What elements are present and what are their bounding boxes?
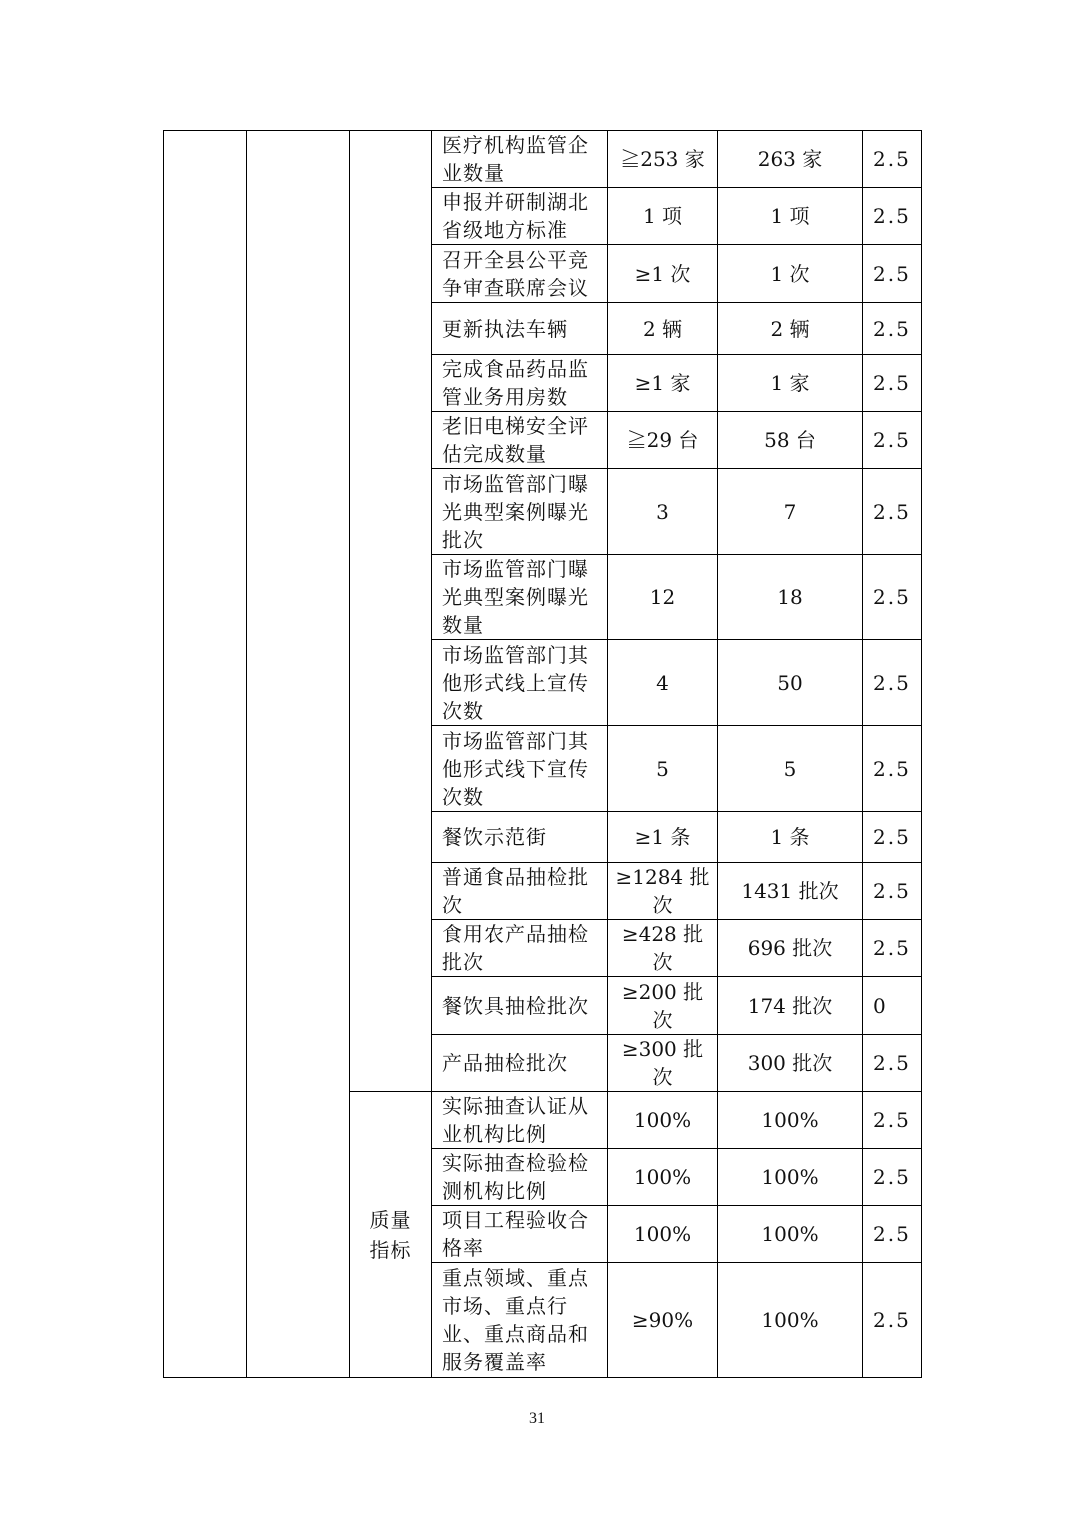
quantity-indicator-group-cell: [350, 131, 432, 1092]
score-cell: 2.5: [863, 726, 922, 812]
target-value-cell: ≥1 条: [608, 812, 718, 863]
target-value-cell: ≥200 批次: [608, 977, 718, 1035]
indicator-cell: 医疗机构监管企业数量: [432, 131, 608, 188]
score-cell: 2.5: [863, 640, 922, 726]
target-value-cell: ≥90%: [608, 1263, 718, 1378]
target-value-cell: 3: [608, 469, 718, 555]
indicator-cell: 更新执法车辆: [432, 303, 608, 355]
score-cell: 2.5: [863, 920, 922, 977]
indicator-cell: 餐饮示范街: [432, 812, 608, 863]
quality-indicator-group-cell: [350, 1092, 432, 1378]
actual-value-cell: 7: [718, 469, 863, 555]
indicator-cell: 普通食品抽检批次: [432, 863, 608, 920]
score-cell: 2.5: [863, 863, 922, 920]
indicator-cell: 市场监管部门其他形式线下宣传次数: [432, 726, 608, 812]
actual-value-cell: 100%: [718, 1149, 863, 1206]
target-value-cell: 5: [608, 726, 718, 812]
actual-value-cell: 18: [718, 555, 863, 640]
page-number: 31: [529, 1410, 545, 1427]
target-value-cell: 4: [608, 640, 718, 726]
actual-value-cell: 5: [718, 726, 863, 812]
target-value-cell: 2 辆: [608, 303, 718, 355]
actual-value-cell: 263 家: [718, 131, 863, 188]
score-cell: 2.5: [863, 1149, 922, 1206]
score-cell: 2.5: [863, 469, 922, 555]
score-cell: 2.5: [863, 188, 922, 245]
actual-value-cell: 174 批次: [718, 977, 863, 1035]
indicator-cell: 重点领域、重点市场、重点行业、重点商品和服务覆盖率: [432, 1263, 608, 1378]
subcategory-cell: [247, 131, 350, 1378]
indicator-cell: 餐饮具抽检批次: [432, 977, 608, 1035]
score-cell: 2.5: [863, 412, 922, 469]
quality-indicator-label: 质量指标: [369, 1207, 412, 1262]
target-value-cell: ≥1284 批次: [608, 863, 718, 920]
score-cell: 0: [863, 977, 922, 1035]
actual-value-cell: 696 批次: [718, 920, 863, 977]
target-value-cell: ≧253 家: [608, 131, 718, 188]
indicator-cell: 完成食品药品监管业务用房数: [432, 355, 608, 412]
target-value-cell: 12: [608, 555, 718, 640]
score-cell: 2.5: [863, 1206, 922, 1263]
actual-value-cell: 300 批次: [718, 1035, 863, 1092]
score-cell: 2.5: [863, 1035, 922, 1092]
indicator-cell: 项目工程验收合格率: [432, 1206, 608, 1263]
target-value-cell: ≥428 批次: [608, 920, 718, 977]
indicator-cell: 市场监管部门其他形式线上宣传次数: [432, 640, 608, 726]
score-cell: 2.5: [863, 1263, 922, 1378]
target-value-cell: ≧29 台: [608, 412, 718, 469]
indicator-cell: 老旧电梯安全评估完成数量: [432, 412, 608, 469]
actual-value-cell: 100%: [718, 1092, 863, 1149]
target-value-cell: ≥1 家: [608, 355, 718, 412]
indicator-table: [163, 130, 922, 1378]
indicator-cell: 产品抽检批次: [432, 1035, 608, 1092]
category-cell: [164, 131, 247, 1378]
table-row: [164, 131, 922, 188]
actual-value-cell: 1431 批次: [718, 863, 863, 920]
target-value-cell: 100%: [608, 1149, 718, 1206]
score-cell: 2.5: [863, 555, 922, 640]
actual-value-cell: 100%: [718, 1263, 863, 1378]
indicator-cell: 召开全县公平竞争审查联席会议: [432, 245, 608, 303]
actual-value-cell: 1 家: [718, 355, 863, 412]
actual-value-cell: 1 次: [718, 245, 863, 303]
target-value-cell: 100%: [608, 1206, 718, 1263]
indicator-cell: 市场监管部门曝光典型案例曝光数量: [432, 555, 608, 640]
target-value-cell: ≥300 批次: [608, 1035, 718, 1092]
actual-value-cell: 58 台: [718, 412, 863, 469]
target-value-cell: 100%: [608, 1092, 718, 1149]
score-cell: 2.5: [863, 812, 922, 863]
indicator-cell: 实际抽查检验检测机构比例: [432, 1149, 608, 1206]
score-cell: 2.5: [863, 1092, 922, 1149]
actual-value-cell: 50: [718, 640, 863, 726]
indicator-cell: 食用农产品抽检批次: [432, 920, 608, 977]
actual-value-cell: 2 辆: [718, 303, 863, 355]
actual-value-cell: 1 项: [718, 188, 863, 245]
score-cell: 2.5: [863, 355, 922, 412]
score-cell: 2.5: [863, 131, 922, 188]
actual-value-cell: 100%: [718, 1206, 863, 1263]
indicator-cell: 申报并研制湖北省级地方标准: [432, 188, 608, 245]
actual-value-cell: 1 条: [718, 812, 863, 863]
indicator-cell: 实际抽查认证从业机构比例: [432, 1092, 608, 1149]
indicator-cell: 市场监管部门曝光典型案例曝光批次: [432, 469, 608, 555]
score-cell: 2.5: [863, 245, 922, 303]
target-value-cell: 1 项: [608, 188, 718, 245]
score-cell: 2.5: [863, 303, 922, 355]
target-value-cell: ≥1 次: [608, 245, 718, 303]
